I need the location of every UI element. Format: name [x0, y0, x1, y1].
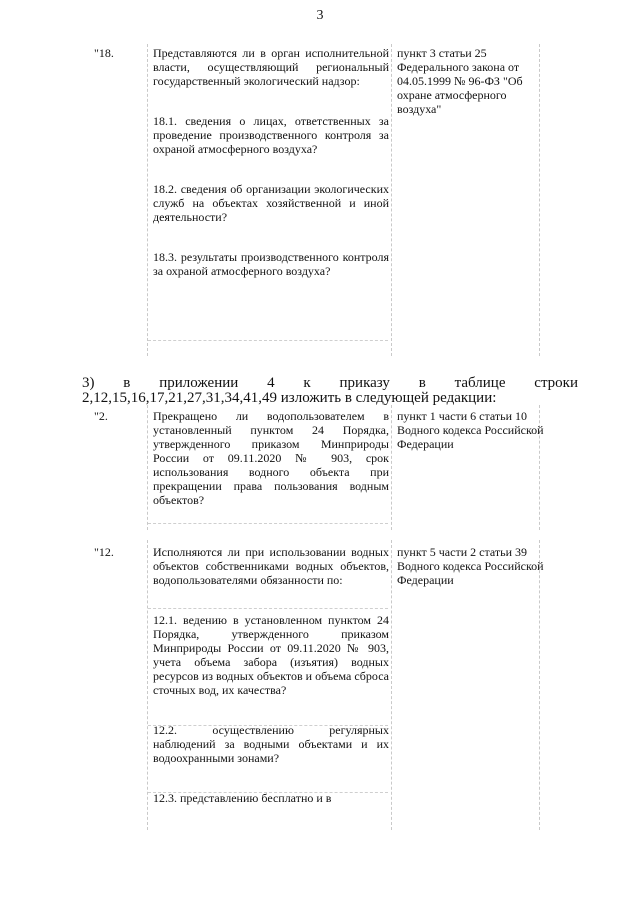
question-cell [153, 545, 389, 805]
row-number: "2. [94, 409, 108, 423]
table-border [147, 540, 148, 830]
table-border [147, 405, 148, 530]
question-text: Прекращено ли водопользователем в установленный пунктом 24 Порядка, утвержденного приказом Минприроды России от 09.11.2020 № 903, срок использования водного объекта при прекращении права пользования водным объектов? [153, 409, 389, 507]
table-border [148, 523, 388, 524]
table-border [148, 340, 388, 341]
question-cell [153, 409, 389, 507]
paragraph-intro-line2: 2,12,15,16,17,21,27,31,34,41,49 изложить в следующей редакции: [82, 390, 497, 406]
row-number: "12. [94, 545, 114, 559]
subquestion-18-2: 18.2. сведения об организации экологических служб на объектах хозяйственной и иной деятельности? [153, 182, 389, 224]
table-border [391, 44, 392, 356]
table-border [391, 405, 392, 530]
table-border [147, 44, 148, 356]
question-cell [153, 46, 389, 278]
question-text: Представляются ли в орган исполнительной власти, осуществляющий региональный государственный экологический надзор: [153, 46, 389, 88]
subquestion-12-1: 12.1. ведению в установленном пунктом 24 Порядка, утвержденного приказом Минприроды России от 09.11.2020 № 903, учета объема забора (изъятия) водных ресурсов из водных объектов и объема сброса сточных вод, их качества? [153, 613, 389, 697]
legal-reference: пункт 1 части 6 статьи 10 Водного кодекса Российской Федерации [397, 409, 544, 451]
question-text: Исполняются ли при использовании водных объектов собственниками водных объектов, водопользователями обязанности по: [153, 545, 389, 587]
subquestion-18-3: 18.3. результаты производственного контроля за охраной атмосферного воздуха? [153, 250, 389, 278]
paragraph-intro-line1: 3) в приложении 4 к приказу в таблице строки [82, 375, 578, 391]
row-number: "18. [94, 46, 114, 60]
legal-reference: пункт 5 части 2 статьи 39 Водного кодекса Российской Федерации [397, 545, 544, 587]
subquestion-18-1: 18.1. сведения о лицах, ответственных за проведение производственного контроля за охраной атмосферного воздуха? [153, 114, 389, 156]
legal-reference: пункт 3 статьи 25 Федерального закона от 04.05.1999 № 96-ФЗ "Об охране атмосферного воздуха" [397, 46, 523, 116]
subquestion-12-2: 12.2. осуществлению регулярных наблюдений за водными объектами и их водоохранными зонами? [153, 723, 389, 765]
page-number: 3 [316, 8, 324, 23]
subquestion-12-3: 12.3. представлению бесплатно и в [153, 791, 332, 805]
table-border [391, 540, 392, 830]
